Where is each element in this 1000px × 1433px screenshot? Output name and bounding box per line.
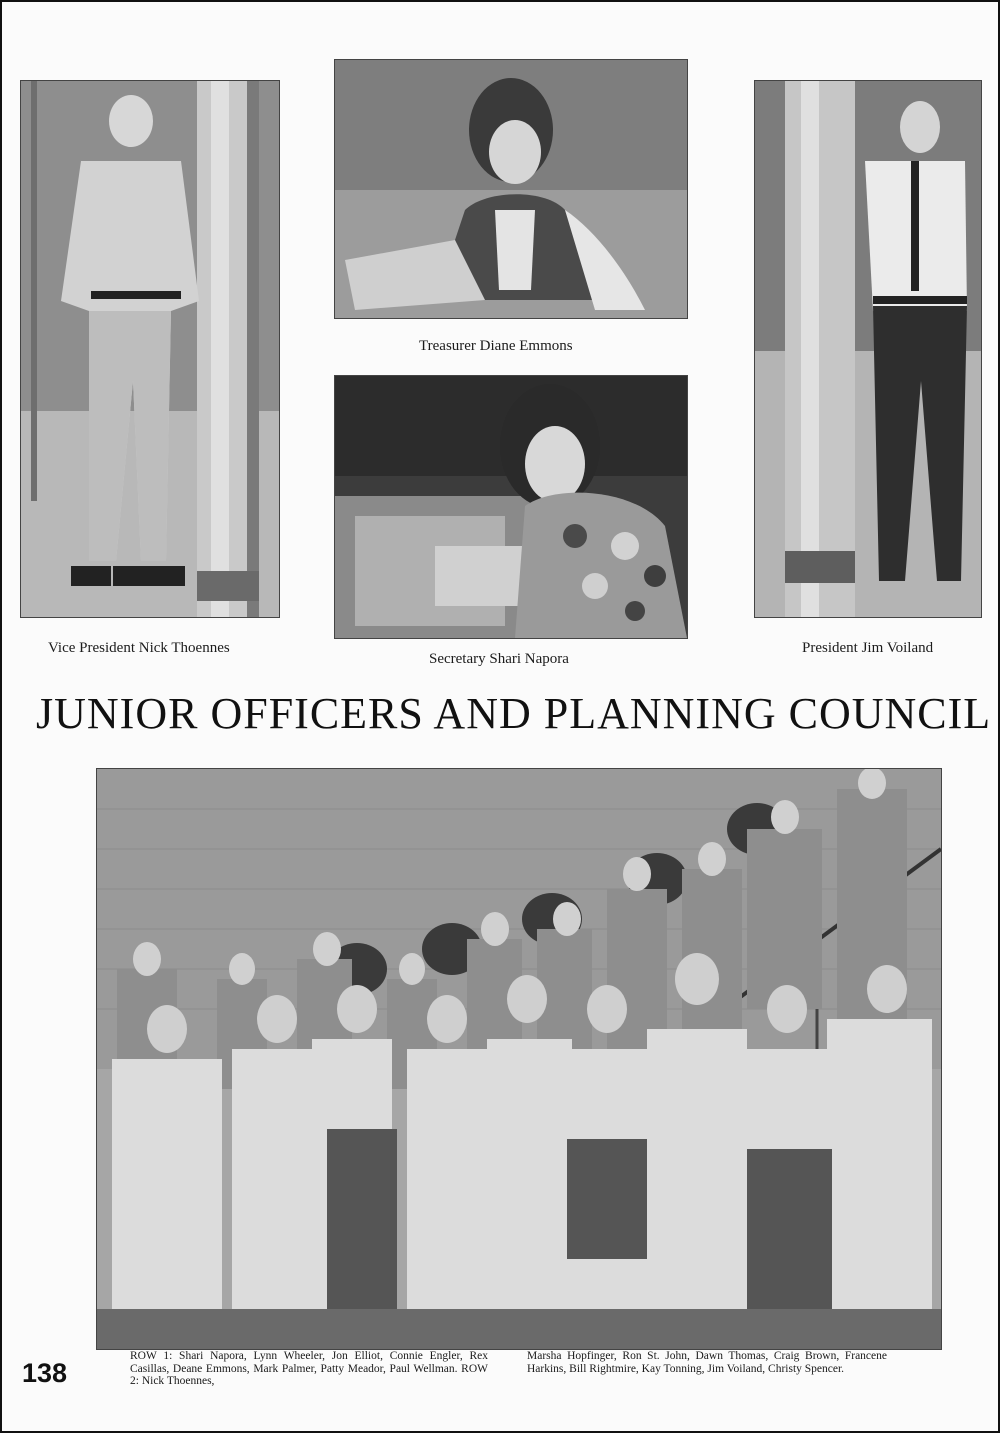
secretary-photo bbox=[334, 375, 688, 639]
treasurer-photo bbox=[334, 59, 688, 319]
page-headline: JUNIOR OFFICERS AND PLANNING COUNCIL bbox=[36, 689, 992, 738]
group-names-column-2: Marsha Hopfinger, Ron St. John, Dawn Thomas, Craig Brown, Francene Harkins, Bill Rightmire, Kay Tonning, Jim Voiland, Christy Spencer. bbox=[527, 1350, 887, 1375]
vice-president-caption: Vice President Nick Thoennes bbox=[48, 640, 230, 656]
group-names-column-1: ROW 1: Shari Napora, Lynn Wheeler, Jon Elliot, Connie Engler, Rex Casillas, Deane Emmons, Mark Palmer, Patty Meador, Paul Wellman. ROW 2: Nick Thoennes, bbox=[130, 1350, 488, 1387]
page-number: 138 bbox=[22, 1358, 68, 1388]
president-caption: President Jim Voiland bbox=[802, 640, 934, 656]
secretary-caption: Secretary Shari Napora bbox=[429, 651, 569, 667]
vice-president-photo bbox=[20, 80, 280, 618]
president-photo bbox=[754, 80, 982, 618]
treasurer-caption: Treasurer Diane Emmons bbox=[419, 338, 573, 354]
group-photo bbox=[96, 768, 942, 1350]
